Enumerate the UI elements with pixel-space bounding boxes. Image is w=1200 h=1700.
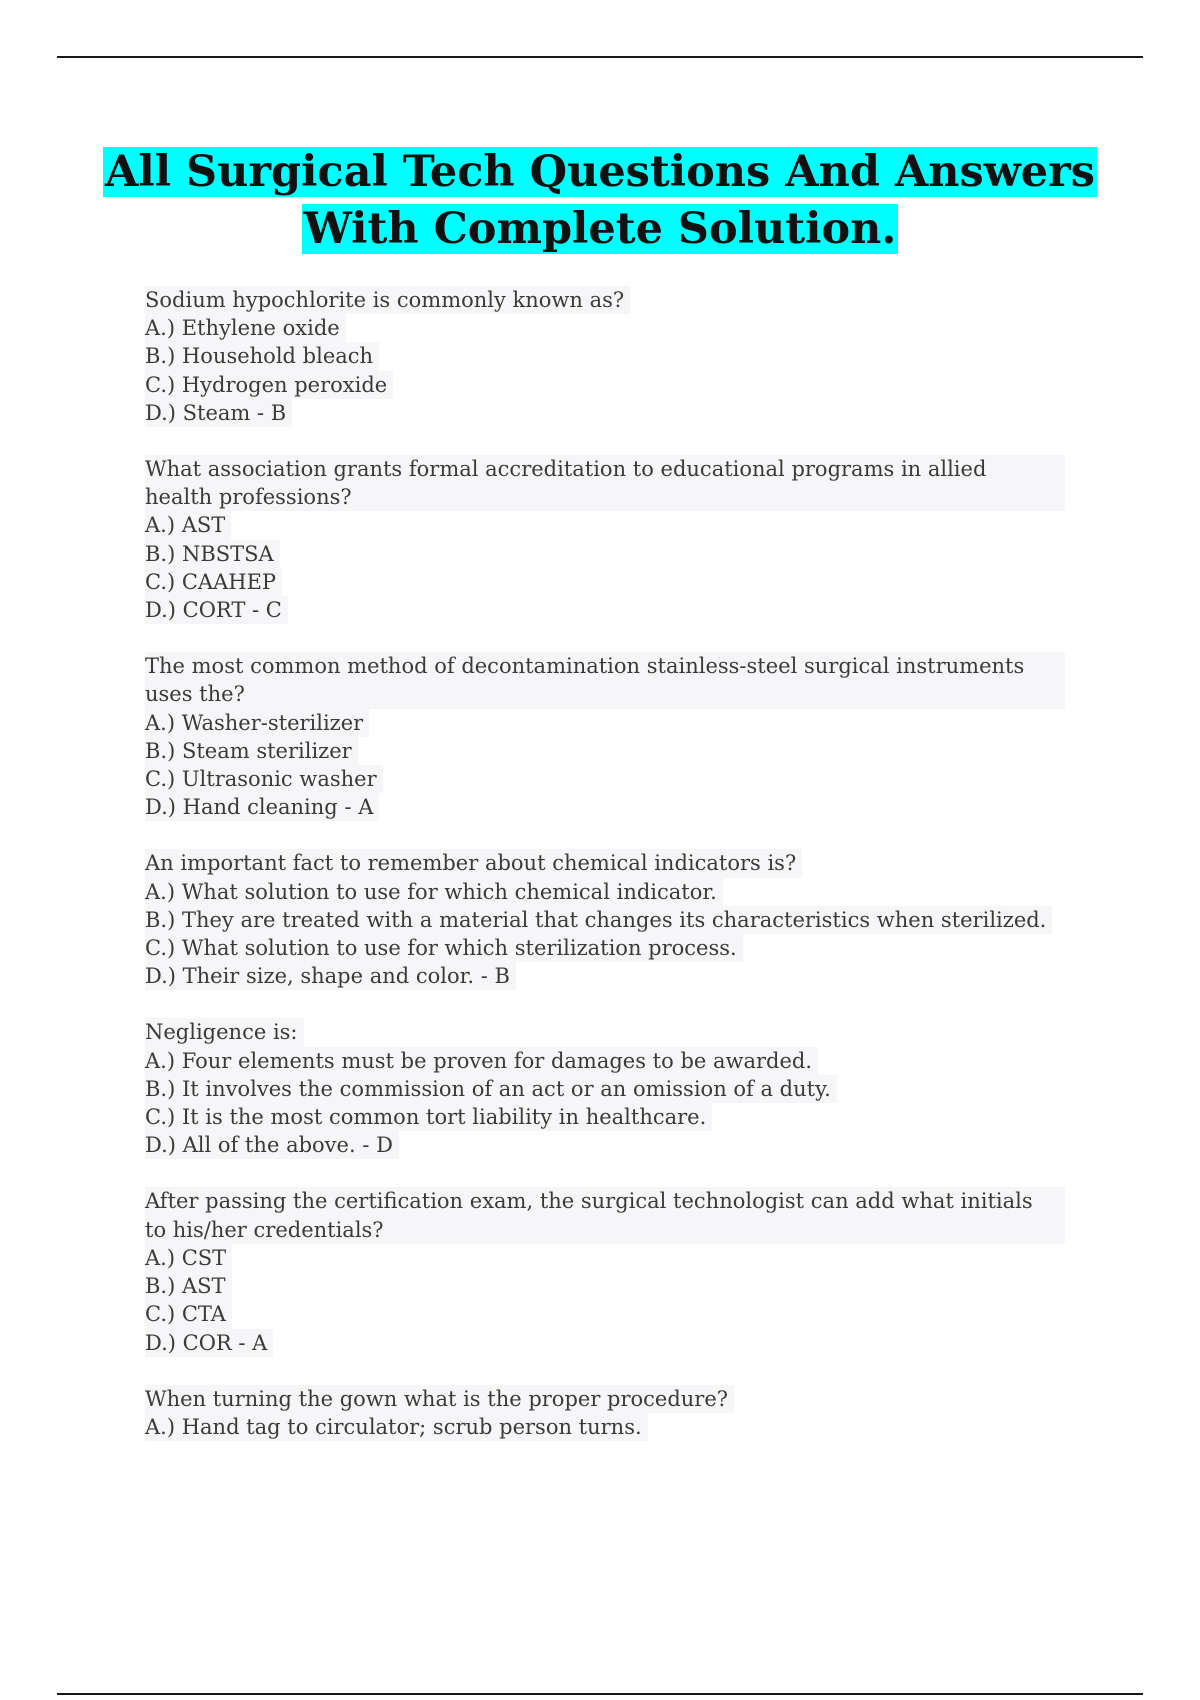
answer-option: A.) What solution to use for which chemical indicator.	[145, 878, 723, 906]
question-text: Negligence is:	[145, 1018, 304, 1046]
question-block	[145, 849, 1065, 990]
question-block	[145, 286, 1065, 427]
page-title	[0, 144, 1200, 258]
question-list	[145, 286, 1065, 1469]
answer-option: D.) Steam - B	[145, 399, 292, 427]
bottom-rule	[57, 1693, 1143, 1695]
answer-option: C.) Ultrasonic washer	[145, 765, 383, 793]
answer-option: D.) Hand cleaning - A	[145, 793, 379, 821]
answer-option: C.) CAAHEP	[145, 568, 282, 596]
answer-option: D.) All of the above. - D	[145, 1131, 399, 1159]
answer-option: C.) Hydrogen peroxide	[145, 371, 393, 399]
answer-option: B.) AST	[145, 1272, 232, 1300]
answer-option: A.) Hand tag to circulator; scrub person turns.	[145, 1413, 648, 1441]
question-text: After passing the certification exam, the surgical technologist can add what initials to his/her credentials?	[145, 1187, 1065, 1243]
answer-option: B.) Steam sterilizer	[145, 737, 358, 765]
answer-option: A.) Ethylene oxide	[145, 314, 346, 342]
answer-option: A.) Washer-sterilizer	[145, 709, 369, 737]
answer-option: B.) It involves the commission of an act or an omission of a duty.	[145, 1075, 837, 1103]
answer-option: C.) CTA	[145, 1300, 232, 1328]
question-text: When turning the gown what is the proper procedure?	[145, 1385, 734, 1413]
question-text: Sodium hypochlorite is commonly known as?	[145, 286, 630, 314]
question-block	[145, 1385, 1065, 1441]
answer-option: B.) NBSTSA	[145, 540, 280, 568]
answer-option: A.) AST	[145, 511, 231, 539]
title-line-1: All Surgical Tech Questions And Answers	[105, 147, 1095, 197]
question-block	[145, 652, 1065, 821]
answer-option: D.) Their size, shape and color. - B	[145, 962, 516, 990]
answer-option: B.) Household bleach	[145, 342, 379, 370]
answer-option: A.) CST	[145, 1244, 232, 1272]
question-block	[145, 1018, 1065, 1159]
question-text: What association grants formal accreditation to educational programs in allied health professions?	[145, 455, 1065, 511]
top-rule	[57, 56, 1143, 58]
question-block	[145, 1187, 1065, 1356]
answer-option: D.) CORT - C	[145, 596, 288, 624]
question-block	[145, 455, 1065, 624]
question-text: An important fact to remember about chemical indicators is?	[145, 849, 802, 877]
question-text: The most common method of decontamination stainless-steel surgical instruments uses the?	[145, 652, 1065, 708]
answer-option: C.) It is the most common tort liability in healthcare.	[145, 1103, 712, 1131]
answer-option: A.) Four elements must be proven for damages to be awarded.	[145, 1047, 818, 1075]
answer-option: B.) They are treated with a material that changes its characteristics when sterilized.	[145, 906, 1052, 934]
answer-option: D.) COR - A	[145, 1329, 273, 1357]
title-line-2: With Complete Solution.	[303, 204, 897, 254]
answer-option: C.) What solution to use for which sterilization process.	[145, 934, 743, 962]
